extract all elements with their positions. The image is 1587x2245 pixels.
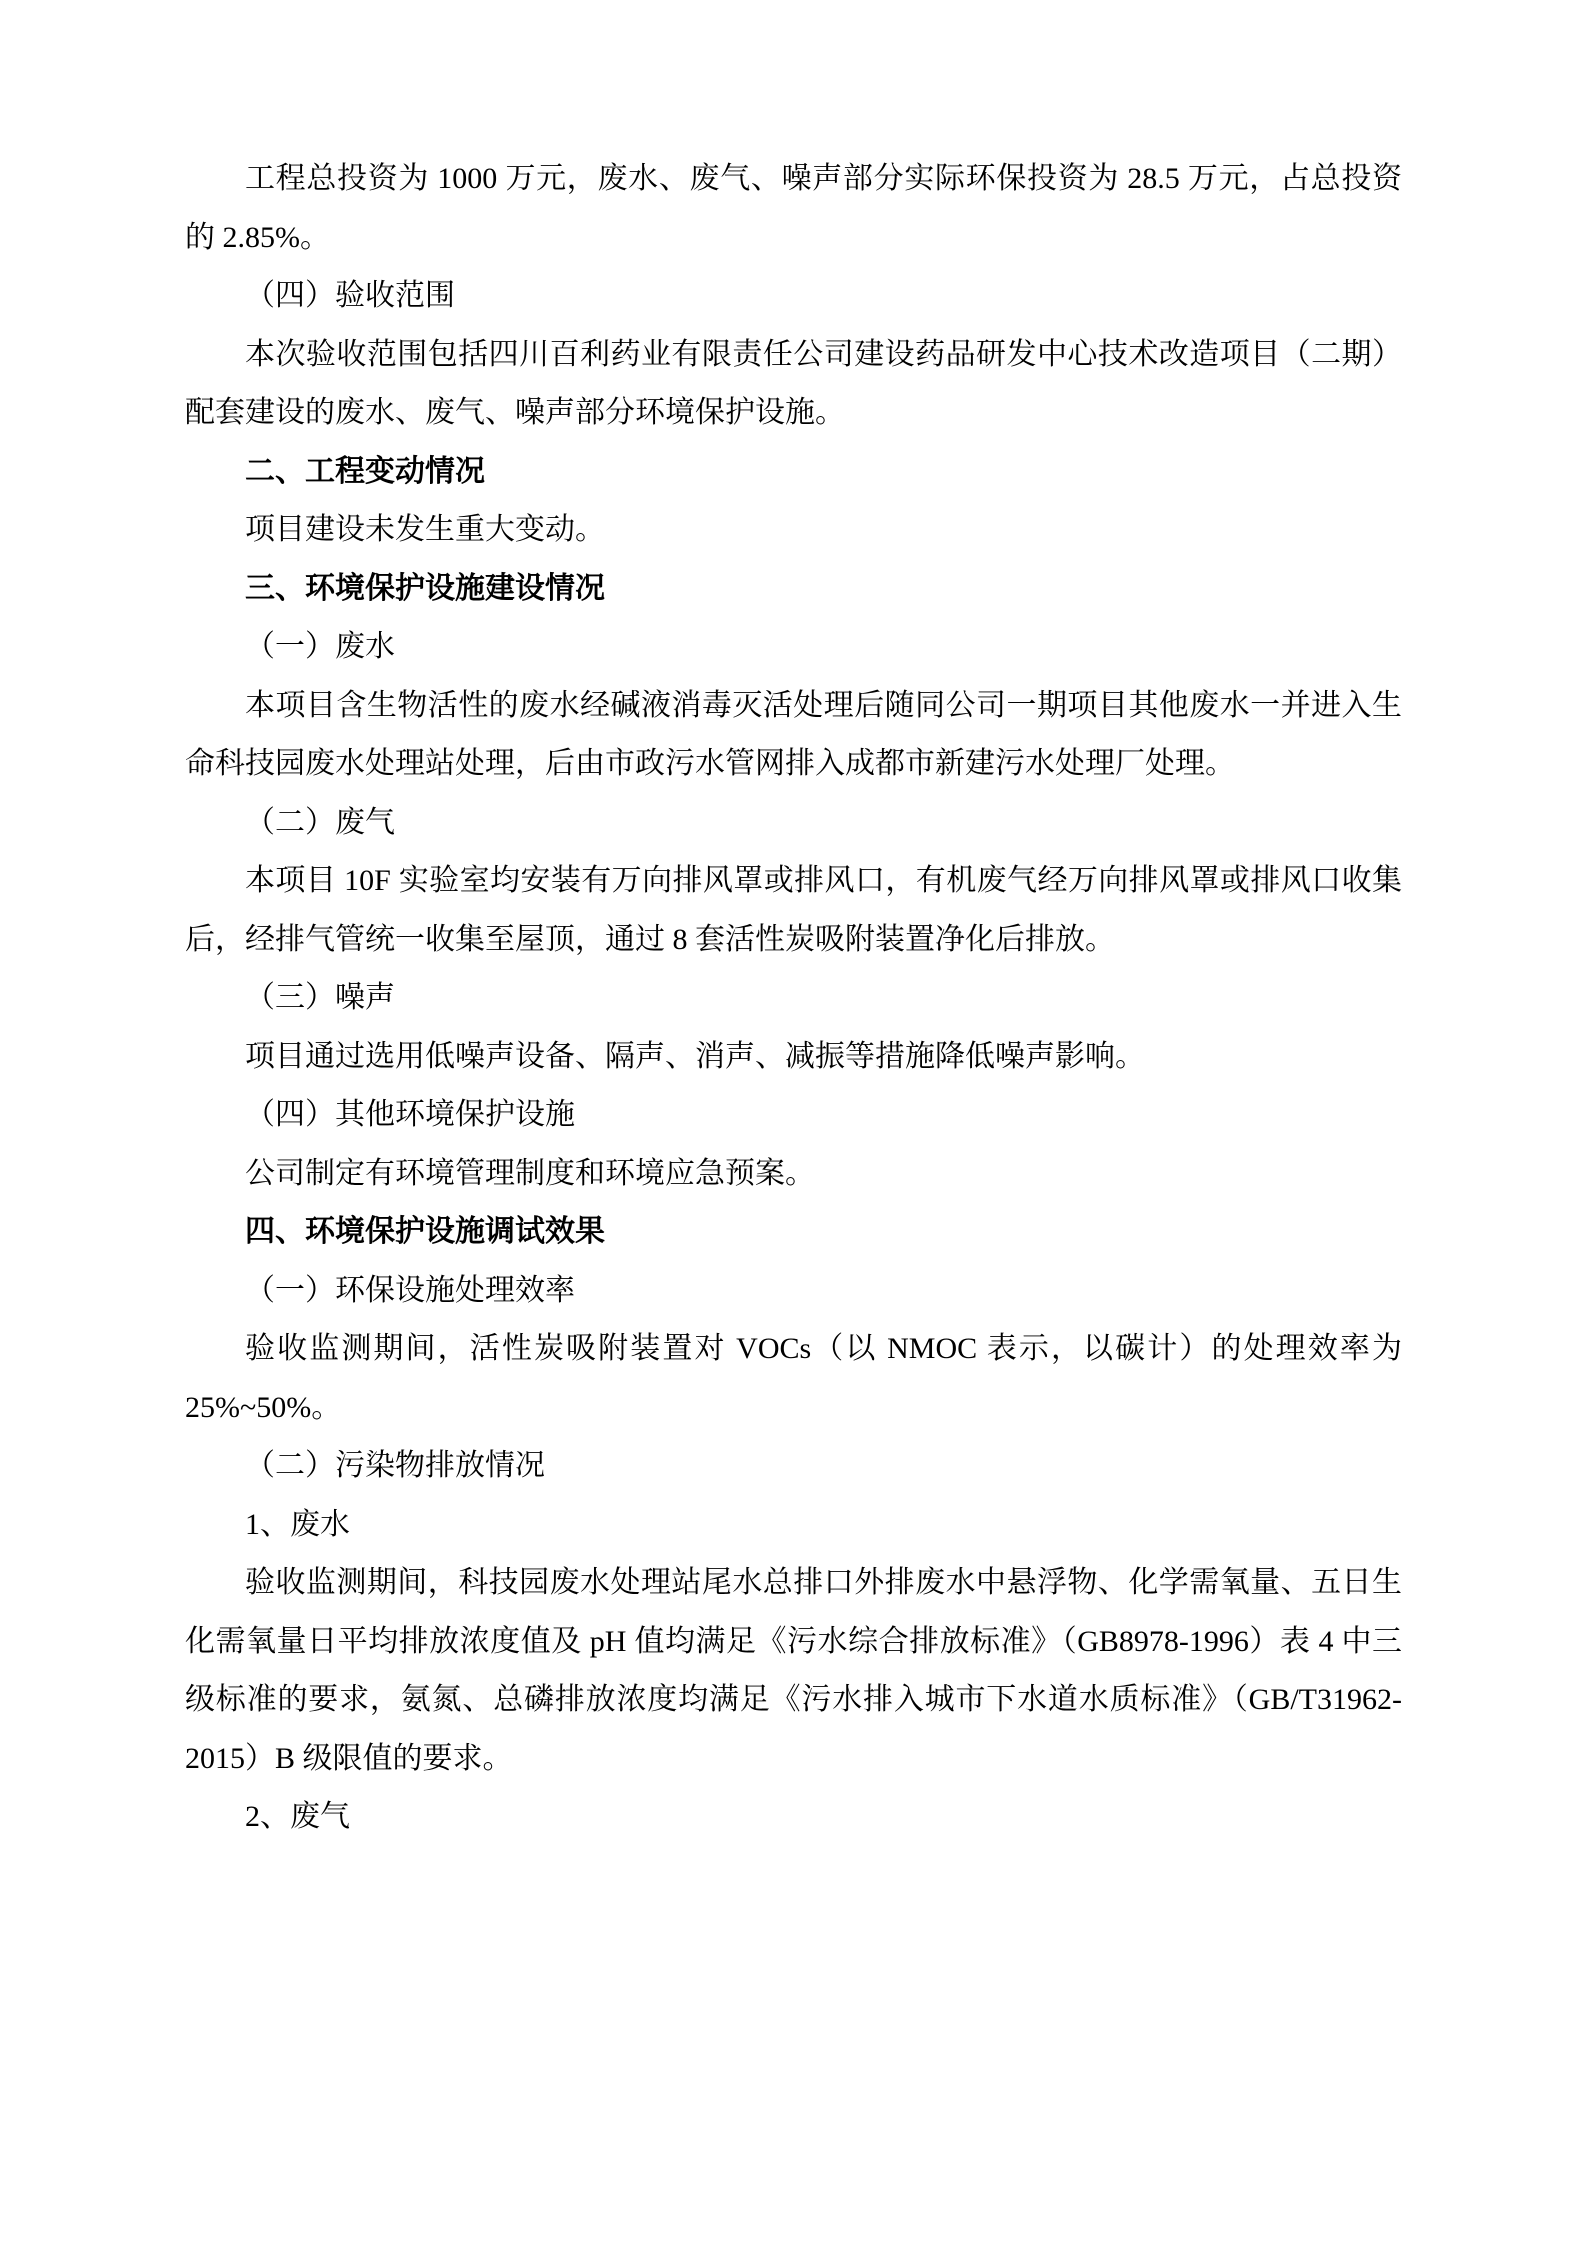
subheading-acceptance-scope: （四）验收范围 — [245, 279, 455, 312]
paragraph-wastewater: 本项目含生物活性的废水经碱液消毒灭活处理后随同公司一期项目其他废水一并进入生命科技园废水处理站处理，后由市政污水管网排入成都市新建污水处理厂处理。 — [185, 688, 1402, 780]
subheading-item-2-waste-gas: 2、废气 — [245, 1800, 350, 1833]
subheading-wastewater: （一）废水 — [245, 630, 395, 663]
subheading-item-1-wastewater: 1、废水 — [245, 1507, 350, 1541]
paragraph-noise: 项目通过选用低噪声设备、隔声、消声、减振等措施降低噪声影响。 — [245, 1039, 1145, 1073]
paragraph-other-facilities: 公司制定有环境管理制度和环境应急预案。 — [245, 1156, 815, 1190]
paragraph-treatment-efficiency: 验收监测期间，活性炭吸附装置对 VOCs（以 NMOC 表示，以碳计）的处理效率为 25%~50%。 — [185, 1332, 1402, 1424]
paragraph-wastewater-monitoring: 验收监测期间，科技园废水处理站尾水总排口外排废水中悬浮物、化学需氧量、五日生化需氧量日平均排放浓度值及 pH 值均满足《污水综合排放标准》（GB8978-1996）表 4 中三级标准的要求，氨氮、总磷排放浓度均满足《污水排入城市下水道水质标准》（GB/T31962-2015）B 级限值的要求。 — [185, 1566, 1402, 1775]
subheading-treatment-efficiency: （一）环保设施处理效率 — [245, 1273, 575, 1307]
subheading-pollutant-discharge: （二）污染物排放情况 — [245, 1449, 545, 1482]
heading-env-facility-construction: 三、环境保护设施建设情况 — [245, 571, 605, 605]
paragraph-project-changes: 项目建设未发生重大变动。 — [245, 513, 605, 546]
subheading-noise: （三）噪声 — [245, 981, 395, 1014]
heading-commissioning-effect: 四、环境保护设施调试效果 — [245, 1215, 605, 1248]
paragraph-total-investment: 工程总投资为 1000 万元，废水、废气、噪声部分实际环保投资为 28.5 万元，占总投资的 2.85%。 — [185, 162, 1402, 254]
document-body — [185, 150, 1402, 1847]
subheading-waste-gas: （二）废气 — [245, 805, 395, 839]
paragraph-acceptance-scope: 本次验收范围包括四川百利药业有限责任公司建设药品研发中心技术改造项目（二期）配套建设的废水、废气、噪声部分环境保护设施。 — [185, 337, 1402, 429]
paragraph-waste-gas: 本项目 10F 实验室均安装有万向排风罩或排风口，有机废气经万向排风罩或排风口收集后，经排气管统一收集至屋顶，通过 8 套活性炭吸附装置净化后排放。 — [185, 864, 1402, 956]
subheading-other-facilities: （四）其他环境保护设施 — [245, 1098, 575, 1131]
heading-project-changes: 二、工程变动情况 — [245, 454, 485, 488]
